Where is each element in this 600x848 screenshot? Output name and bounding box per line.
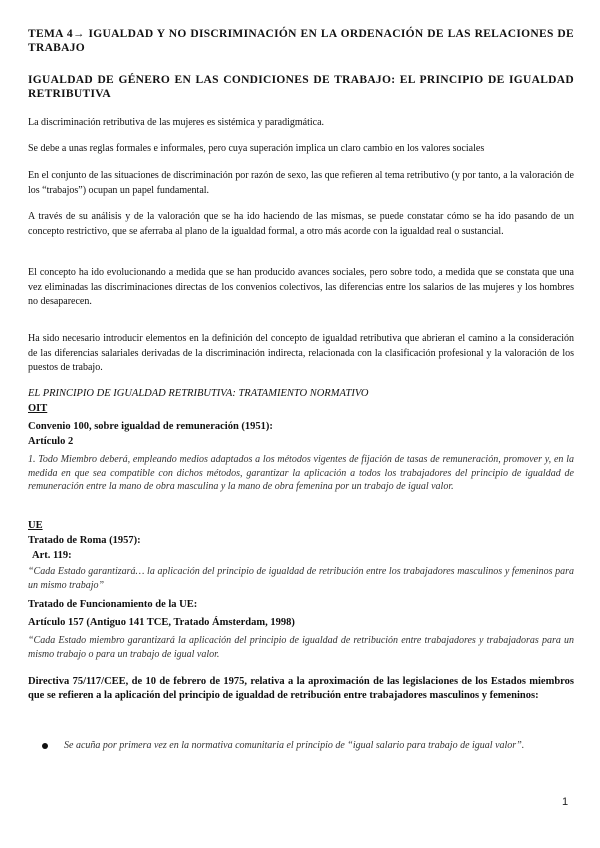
paragraph: A través de su análisis y de la valoración que se ha ido haciendo de las mismas, se puede constatar cómo se ha ido pasando de un concepto restrictivo, que se aferraba al plano de la igualdad formal, a otro más acorde con la igualdad real o sustancial. (28, 211, 574, 237)
page-number: 1 (562, 796, 569, 808)
tratado-roma-title: Tratado de Roma (1957): (28, 535, 141, 546)
main-heading: TEMA 4→ IGUALDAD Y NO DISCRIMINACIÓN EN LA ORDENACIÓN DE LAS RELACIONES DE TRABAJO (28, 28, 574, 54)
oit-label: OIT (28, 403, 48, 414)
articulo-title: Artículo 2 (28, 436, 74, 447)
roma-quote: “Cada Estado garantizará… la aplicación del principio de igualdad de retribución entre los trabajadores masculinos y femeninos para un mismo trabajo” (28, 566, 574, 591)
ue-label: UE (28, 520, 43, 531)
art-157-title: Artículo 157 (Antiguo 141 TCE, Tratado Ámsterdam, 1998) (28, 617, 295, 628)
art-157-quote: “Cada Estado miembro garantizará la aplicación del principio de igualdad de retribución entre trabajadores y trabajadoras para un mismo trabajo o para un trabajo de igual valor. (28, 635, 574, 660)
paragraph: En el conjunto de las situaciones de discriminación por razón de sexo, las que refieren al tema retributivo (y por tanto, a la valoración de los “trabajos”) ocupan un papel fundamental. (28, 170, 574, 196)
bullet-icon (42, 743, 48, 749)
sub-heading: IGUALDAD DE GÉNERO EN LAS CONDICIONES DE TRABAJO: EL PRINCIPIO DE IGUALDAD RETRIBUTIVA (28, 74, 574, 100)
tratado-funcionamiento-title: Tratado de Funcionamiento de la UE: (28, 599, 198, 610)
paragraph: Se debe a unas reglas formales e informales, pero cuya superación implica un claro cambio en los valores sociales (28, 143, 485, 154)
paragraph: Ha sido necesario introducir elementos en la definición del concepto de igualdad retributiva que abrieran el camino a la consideración de las diferencias salariales derivadas de la discriminación indirecta, relacionada con la clasificación profesional y la valoración de los puestos de trabajo. (28, 333, 574, 373)
oit-quote: 1. Todo Miembro deberá, empleando medios adaptados a los métodos vigentes de fijación de tasas de remuneración, promover y, en la medida en que sea compatible con dichos métodos, garantizar la aplicación a todos los trabajadores del principio de igualdad de remuneración entre la mano de obra masculina y la mano de obra femenina por un trabajo de igual valor. (28, 454, 574, 492)
art-119-title: Art. 119: (32, 550, 72, 561)
section-title: EL PRINCIPIO DE IGUALDAD RETRIBUTIVA: TRATAMIENTO NORMATIVO (28, 388, 369, 399)
bullet-text: Se acuña por primera vez en la normativa comunitaria el principio de “igual salario para trabajo de igual valor”. (64, 740, 525, 751)
paragraph: La discriminación retributiva de las mujeres es sistémica y paradigmática. (28, 117, 325, 128)
convenio-title: Convenio 100, sobre igualdad de remuneración (1951): (28, 421, 273, 432)
paragraph: El concepto ha ido evolucionando a medida que se han producido avances sociales, pero sobre todo, a medida que se constata que una vez eliminadas las discriminaciones directas de los convenios colectivos, las diferencias entre los salarios de las mujeres y los hombres no desaparecen. (28, 267, 574, 307)
directiva-title: Directiva 75/117/CEE, de 10 de febrero de 1975, relativa a la aproximación de las legislaciones de los Estados miembros que se refieren a la aplicación del principio de igualdad de retribución entre trabajadores masculinos y femeninos: (28, 676, 574, 701)
